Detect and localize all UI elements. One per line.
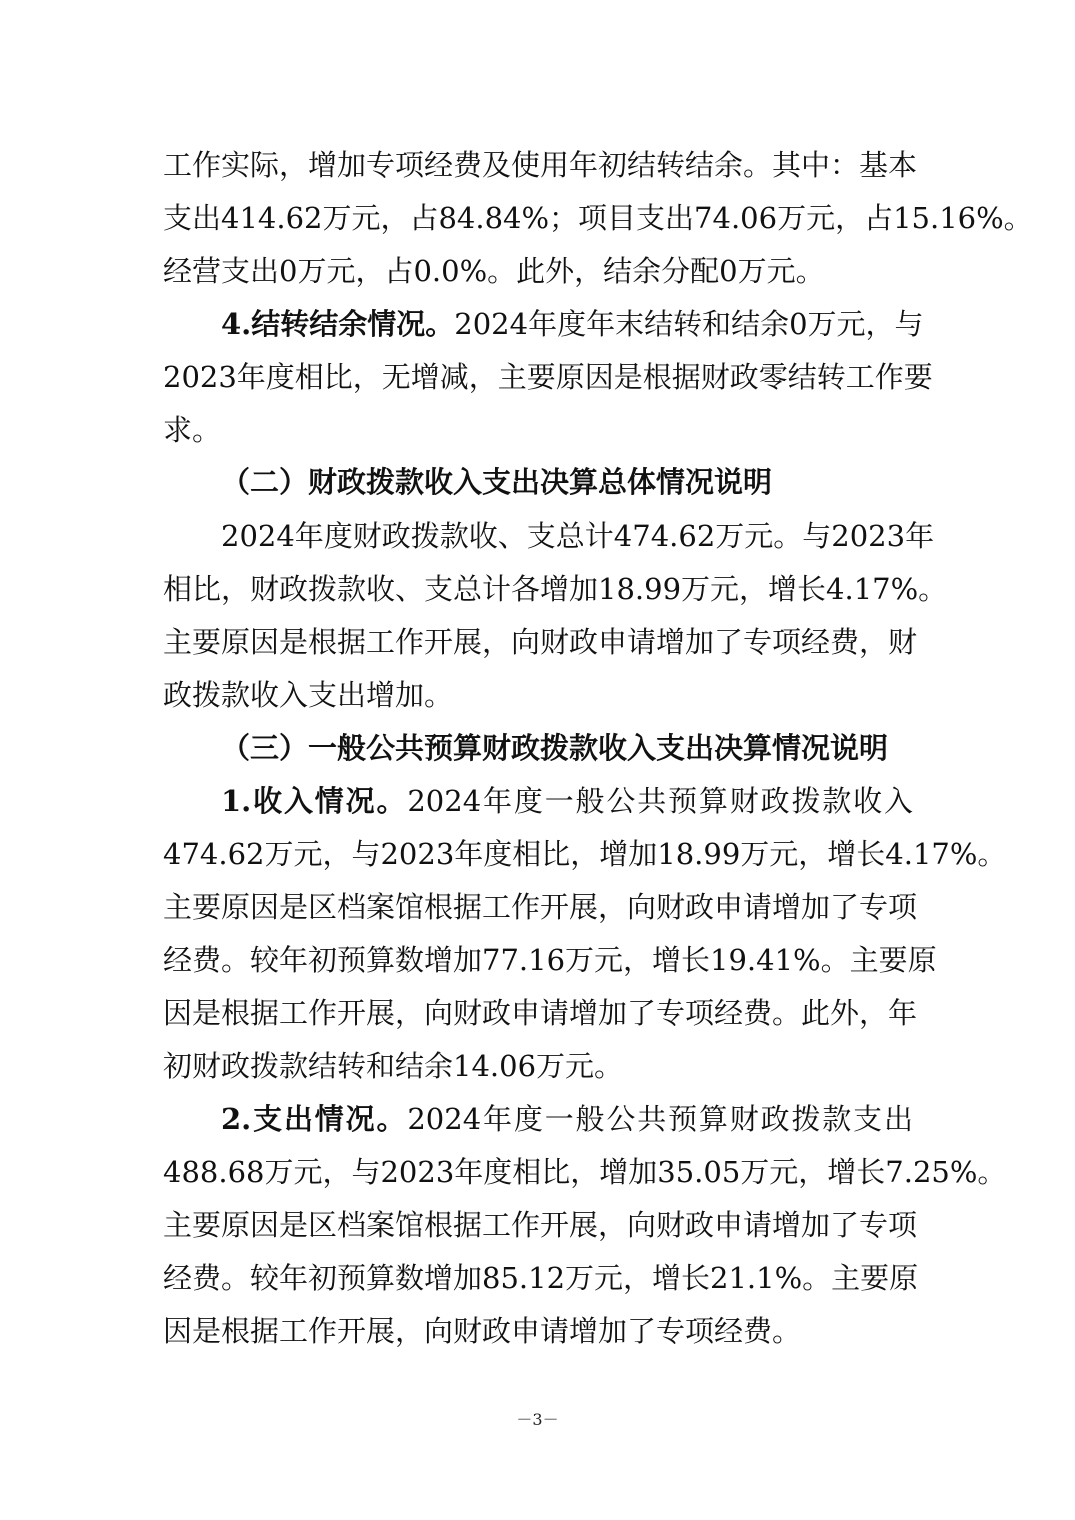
paragraph-line [221, 1099, 913, 1139]
section-text: 2024年度一般公共预算财政拨款支出 [407, 1102, 913, 1136]
section-text: 2024年度一般公共预算财政拨款收入 [407, 784, 913, 818]
paragraph-line: 2023年度相比，无增减，主要原因是根据财政零结转工作要 [163, 360, 933, 394]
paragraph-line: 主要原因是区档案馆根据工作开展，向财政申请增加了专项 [163, 890, 918, 924]
paragraph-line: 工作实际，增加专项经费及使用年初结转结余。其中：基本 [163, 148, 918, 182]
paragraph-line: 支出414.62万元，占84.84%；项目支出74.06万元，占15.16%。 [163, 201, 1033, 235]
section-lead-in: 2.支出情况。 [221, 1102, 408, 1136]
paragraph-line: 488.68万元，与2023年度相比，增加35.05万元，增长7.25%。 [163, 1155, 1007, 1189]
paragraph-line: 求。 [163, 413, 222, 447]
paragraph-line: 2024年度财政拨款收、支总计474.62万元。与2023年 [221, 519, 935, 553]
paragraph-line: 经营支出0万元，占0.0%。此外，结余分配0万元。 [163, 254, 825, 288]
page-number: －3－ [516, 1410, 559, 1429]
section-heading: （二）财政拨款收入支出决算总体情况说明 [221, 465, 773, 499]
paragraph-line: 相比，财政拨款收、支总计各增加18.99万元，增长4.17%。 [163, 572, 948, 606]
paragraph-line: 因是根据工作开展，向财政申请增加了专项经费。 [163, 1314, 802, 1348]
paragraph-line [221, 781, 913, 821]
paragraph-line: 初财政拨款结转和结余14.06万元。 [163, 1049, 624, 1083]
paragraph-line [221, 304, 924, 344]
paragraph-line: 474.62万元，与2023年度相比，增加18.99万元，增长4.17%。 [163, 837, 1007, 871]
paragraph-line: 经费。较年初预算数增加85.12万元，增长21.1%。主要原 [163, 1261, 919, 1295]
section-lead-in: 4.结转结余情况。 [221, 307, 455, 341]
section-lead-in: 1.收入情况。 [221, 784, 408, 818]
paragraph-line: 政拨款收入支出增加。 [163, 678, 454, 712]
section-heading: （三）一般公共预算财政拨款收入支出决算情况说明 [221, 731, 889, 765]
paragraph-line: 经费。较年初预算数增加77.16万元，增长19.41%。主要原 [163, 943, 937, 977]
paragraph-line: 主要原因是根据工作开展，向财政申请增加了专项经费，财 [163, 625, 918, 659]
paragraph-line: 主要原因是区档案馆根据工作开展，向财政申请增加了专项 [163, 1208, 918, 1242]
paragraph-line: 因是根据工作开展，向财政申请增加了专项经费。此外，年 [163, 996, 918, 1030]
section-text: 2024年度年末结转和结余0万元，与 [454, 307, 924, 341]
